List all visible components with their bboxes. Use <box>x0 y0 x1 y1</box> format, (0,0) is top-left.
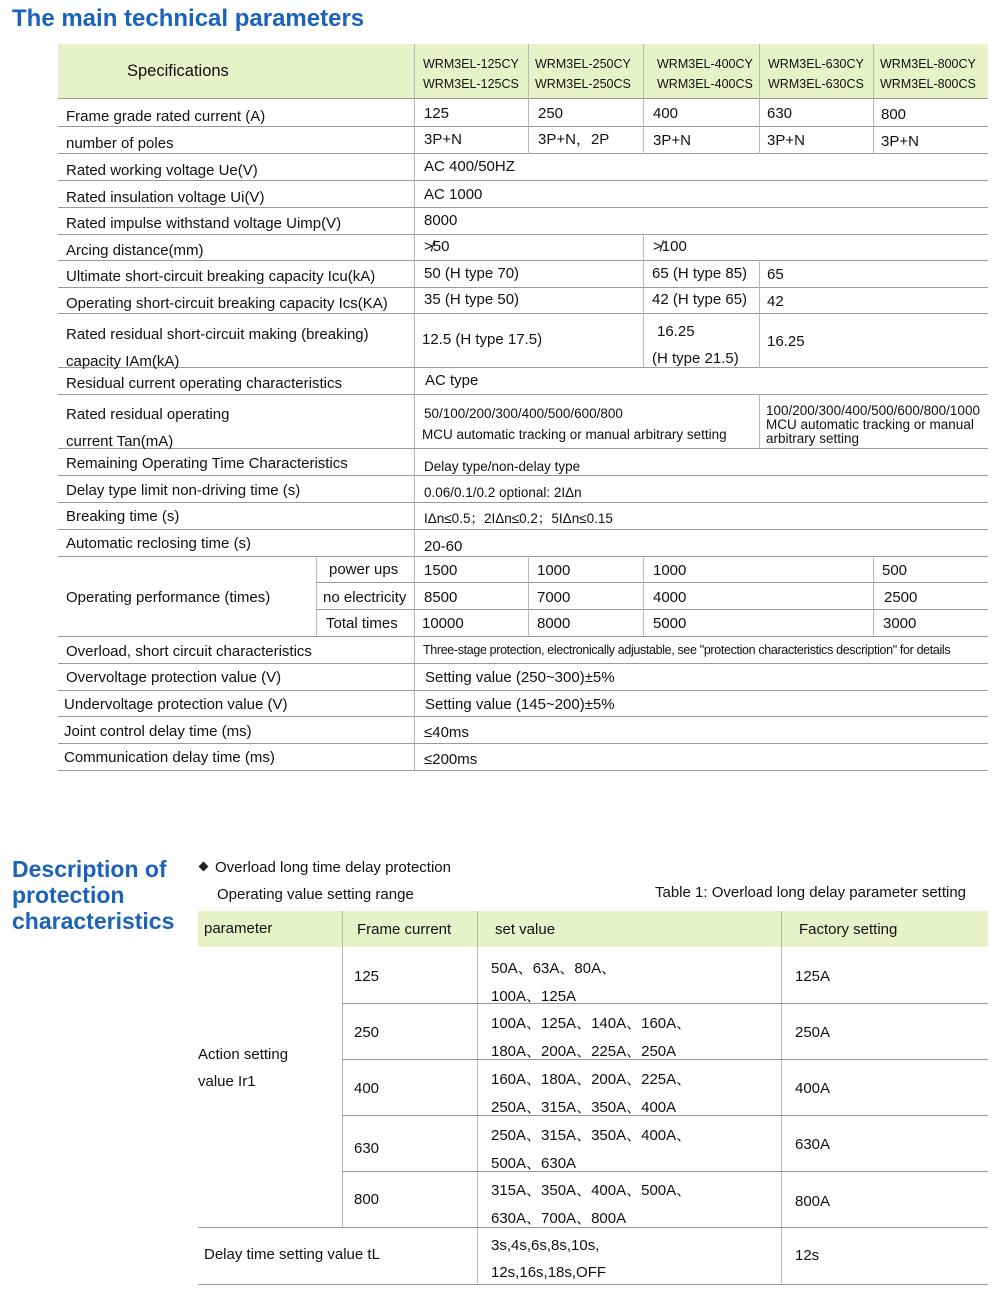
header-model-125: WRM3EL-125CY WRM3EL-125CS <box>423 57 519 91</box>
row-label-operating: Operating performance (times) <box>66 589 271 606</box>
cell-ics-mid: 42 (H type 65) <box>652 291 748 308</box>
header-model-630: WRM3EL-630CY WRM3EL-630CS <box>768 57 864 91</box>
cell-no-electricity-0: 8500 <box>424 589 458 606</box>
cell-joint: ≤40ms <box>424 724 469 741</box>
cell-icu-mid: 65 (H type 85) <box>652 265 748 282</box>
cell-arcing-right: ≯100 <box>653 238 687 255</box>
factory-800: 800A <box>795 1193 831 1210</box>
cell-iam-right: 16.25 <box>767 333 805 350</box>
header-frame-current: Frame current <box>357 921 452 938</box>
cell-ue: AC 400/50HZ <box>424 158 515 175</box>
cell-ics-left: 35 (H type 50) <box>424 291 520 308</box>
row-label-overload: Overload, short circuit characteristics <box>66 643 312 660</box>
header-set-value: set value <box>495 921 556 938</box>
cell-icu-right: 65 <box>767 266 784 283</box>
header-model-250: WRM3EL-250CY WRM3EL-250CS <box>535 57 631 91</box>
row-label-iam: Rated residual short-circuit making (breaking) capacity IAm(kA) <box>66 326 369 370</box>
row-label-icu: Ultimate short-circuit breaking capacity Icu(kA) <box>66 268 376 285</box>
row-label-residual-char: Residual current operating characteristics <box>66 375 342 392</box>
cell-no-electricity-2: 4000 <box>653 589 687 606</box>
cell-power-ups-2: 1000 <box>653 562 687 579</box>
cell-power-ups-3: 500 <box>882 562 908 579</box>
cell-undervoltage: Setting value (145~200)±5% <box>425 696 615 713</box>
cell-frame-630: 630 <box>767 105 793 122</box>
set-630: 250A、315A、350A、400A、 500A、630A <box>491 1127 692 1172</box>
cell-no-electricity-1: 7000 <box>537 589 571 606</box>
cell-delay-limit: 0.06/0.1/0.2 optional: 2IΔn <box>424 485 582 500</box>
cell-poles-125: 3P+N <box>424 131 462 148</box>
row-label-undervoltage: Undervoltage protection value (V) <box>64 696 288 713</box>
row-label-delay-limit: Delay type limit non-driving time (s) <box>66 482 301 499</box>
cell-no-electricity-3: 2500 <box>884 589 918 606</box>
cell-poles-400: 3P+N <box>653 132 691 149</box>
cell-uimp: 8000 <box>424 212 458 229</box>
factory-delay: 12s <box>795 1247 820 1264</box>
set-400: 160A、180A、200A、225A、 250A、315A、350A、400A <box>491 1071 692 1116</box>
header-model-400: WRM3EL-400CY WRM3EL-400CS <box>657 57 753 91</box>
cell-remaining: Delay type/non-delay type <box>424 459 581 474</box>
row-label-overvoltage: Overvoltage protection value (V) <box>66 669 282 686</box>
cell-poles-250: 3P+N，2P <box>538 131 610 148</box>
cell-comm: ≤200ms <box>424 751 478 768</box>
row-label-remaining: Remaining Operating Time Characteristics <box>66 455 348 472</box>
section-title-technical-parameters: The main technical parameters <box>12 5 365 32</box>
sub-label-total-times: Total times <box>326 615 398 632</box>
set-delay: 3s,4s,6s,8s,10s, 12s,16s,18s,OFF <box>491 1237 607 1281</box>
factory-125: 125A <box>795 968 831 985</box>
cell-total-times-1: 8000 <box>537 615 571 632</box>
frame-125: 125 <box>354 968 380 985</box>
row-label-ui: Rated insulation voltage Ui(V) <box>66 189 265 206</box>
header-factory-setting: Factory setting <box>799 921 898 938</box>
factory-630: 630A <box>795 1136 831 1153</box>
cell-frame-250: 250 <box>538 105 564 122</box>
row-label-joint: Joint control delay time (ms) <box>64 723 252 740</box>
cell-power-ups-0: 1500 <box>424 562 458 579</box>
set-125: 50A、63A、80A、 100A、125A <box>491 960 617 1005</box>
table-caption: Table 1: Overload long delay parameter setting <box>655 884 967 901</box>
row-label-ue: Rated working voltage Ue(V) <box>66 162 258 179</box>
header-parameter: parameter <box>204 920 273 937</box>
sub-label-power-ups: power ups <box>329 561 399 578</box>
row-label-poles: number of poles <box>66 135 174 152</box>
cell-ics-right: 42 <box>767 293 784 310</box>
diamond-bullet-icon <box>199 862 209 872</box>
cell-frame-400: 400 <box>653 105 679 122</box>
sub-label-no-electricity: no electricity <box>323 589 407 606</box>
row-label-breaking: Breaking time (s) <box>66 508 180 525</box>
cell-poles-630: 3P+N <box>767 132 805 149</box>
cell-poles-800: 3P+N <box>881 133 919 150</box>
cell-frame-125: 125 <box>424 105 450 122</box>
cell-reclosing: 20-60 <box>424 538 463 555</box>
set-800: 315A、350A、400A、500A、 630A、700A、800A <box>491 1182 692 1227</box>
subtitle-operating-range: Operating value setting range <box>217 886 414 903</box>
frame-250: 250 <box>354 1024 380 1041</box>
frame-630: 630 <box>354 1140 380 1157</box>
row-label-reclosing: Automatic reclosing time (s) <box>66 535 252 552</box>
bullet-overload-long-time: Overload long time delay protection <box>200 859 451 878</box>
row-label-tan: Rated residual operating current Tan(mA) <box>66 406 230 450</box>
cell-iam-left: 12.5 (H type 17.5) <box>422 331 543 348</box>
row-label-arcing: Arcing distance(mm) <box>66 242 204 259</box>
row-label-ics: Operating short-circuit breaking capacity Ics(KA) <box>66 295 388 312</box>
frame-400: 400 <box>354 1080 380 1097</box>
header-specifications: Specifications <box>127 62 229 80</box>
cell-total-times-2: 5000 <box>653 615 687 632</box>
cell-arcing-left: ≯50 <box>424 238 450 255</box>
cell-tan-right: 100/200/300/400/500/600/800/1000 MCU automatic tracking or manual arbitrary setting <box>766 403 980 446</box>
row-label-delay-time: Delay time setting value tL <box>204 1246 380 1263</box>
frame-800: 800 <box>354 1191 380 1208</box>
cell-overvoltage: Setting value (250~300)±5% <box>425 669 615 686</box>
cell-breaking: IΔn≤0.5；2IΔn≤0.2；5IΔn≤0.15 <box>424 511 613 526</box>
header-model-800: WRM3EL-800CY WRM3EL-800CS <box>880 57 976 91</box>
cell-total-times-0: 10000 <box>422 615 464 632</box>
cell-ui: AC 1000 <box>424 186 483 203</box>
row-label-frame-current: Frame grade rated current (A) <box>66 108 266 125</box>
cell-icu-left: 50 (H type 70) <box>424 265 520 282</box>
cell-frame-800: 800 <box>881 106 907 123</box>
factory-250: 250A <box>795 1024 831 1041</box>
cell-power-ups-1: 1000 <box>537 562 571 579</box>
cell-tan-left: 50/100/200/300/400/500/600/800 MCU automatic tracking or manual arbitrary setting <box>422 406 727 442</box>
row-label-action-setting: Action setting value Ir1 <box>198 1046 289 1090</box>
cell-iam-mid: 16.25 (H type 21.5) <box>652 323 739 367</box>
row-label-comm: Communication delay time (ms) <box>64 749 275 766</box>
factory-400: 400A <box>795 1080 831 1097</box>
cell-total-times-3: 3000 <box>883 615 917 632</box>
cell-residual-char: AC type <box>425 372 479 389</box>
section-title-protection: Description of protection characteristics <box>12 856 175 934</box>
set-250: 100A、125A、140A、160A、 180A、200A、225A、250A <box>491 1015 692 1060</box>
row-label-uimp: Rated impulse withstand voltage Uimp(V) <box>66 215 342 232</box>
cell-overload: Three-stage protection, electronically adjustable, see "protection characteristics description" for details <box>423 643 951 657</box>
